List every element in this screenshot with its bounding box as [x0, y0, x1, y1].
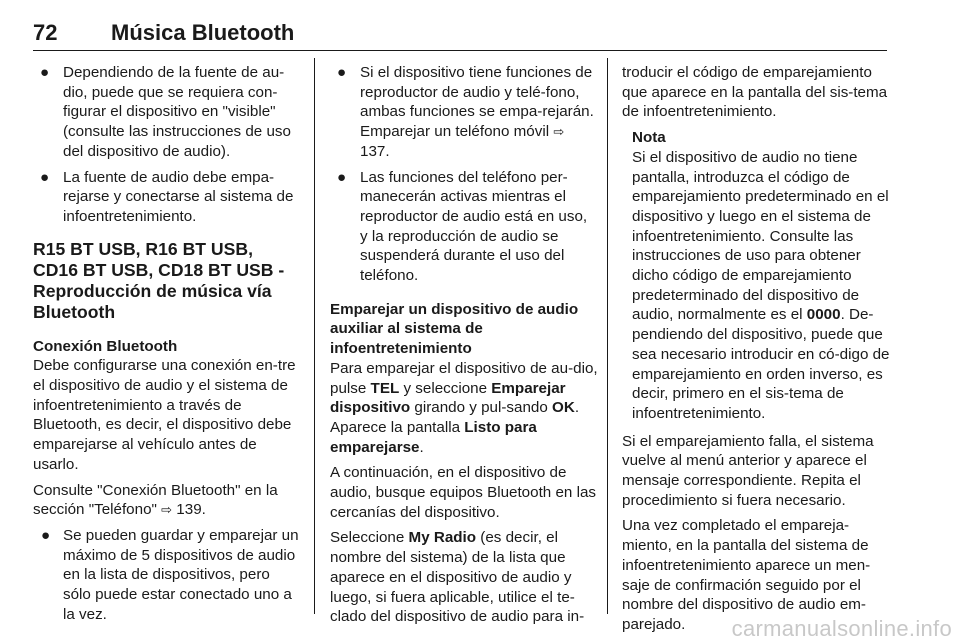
text-run: . [419, 438, 424, 456]
paragraph: troducir el código de emparejamiento que aparece en la pantalla del sis-tema de infoentretenimiento. [622, 64, 888, 121]
column-1 [33, 63, 301, 630]
bullet-text: Las funciones del teléfono per-manecerán activas mientras el reproductor de audio está en uso, y la reproducción de audio se suspenderá durante el uso del teléfono. [360, 168, 588, 285]
text-run: . Aparece la pantalla [330, 399, 580, 436]
bullet-text: Dependiendo de la fuente de au-dio, puede que se requiera con-figurar el dispositivo en "visible" (consulte las instrucciones de uso del dispositivo de audio). [63, 64, 291, 160]
page-header [33, 20, 887, 52]
page-number: 72 [33, 20, 58, 45]
screen-label: Listo para emparejarse [330, 418, 537, 456]
text-run: y seleccione [403, 379, 488, 397]
column-2 [330, 63, 598, 633]
bullet-text: Si el dispositivo tiene funciones de reproductor de audio y telé-fono, ambas funciones se empa-rejarán. Emparejar un teléfono móvil [360, 64, 594, 141]
bullet-icon: ● [337, 168, 347, 186]
bullet-text: Se pueden guardar y emparejar un máximo de 5 dispositivos de audio en la lista de dispositivos, pero sólo puede estar conectado uno a la vez. [63, 526, 299, 623]
text-run: Si el dispositivo de audio no tiene pantalla, introduzca el código de emparejamiento predeterminado en el dispositivo y luego en el sistema de infoentretenimiento. Consulte las instrucciones de uso para obtener dicho código de emparejamiento predeterminado del dispositivo de audio, normalmente es el [632, 148, 889, 324]
bullet-icon: ● [337, 64, 347, 81]
paragraph [330, 359, 598, 458]
bullet-icon: ● [40, 168, 50, 186]
page-ref-icon[interactable]: ⇨ [161, 502, 173, 518]
page-title: Música Bluetooth [111, 20, 295, 45]
key-label: TEL [370, 379, 400, 397]
system-name: My Radio [408, 529, 477, 547]
paragraph: A continuación, en el dispositivo de audio, busque equipos Bluetooth en las cercanías del dispositivo. [330, 464, 596, 521]
page-ref-icon[interactable]: ⇨ [553, 124, 565, 140]
section-heading: R15 BT USB, R16 BT USB, CD16 BT USB, CD18 BT USB - Reproducción de música vía Bluetooth [33, 238, 285, 322]
paragraph [330, 528, 598, 627]
paragraph [33, 481, 301, 520]
list-item [33, 63, 301, 162]
column-divider [607, 58, 608, 614]
bullet-icon: ● [41, 526, 51, 544]
column-3 [622, 63, 890, 641]
paragraph: Debe configurarse una conexión en-tre el dispositivo de audio y el sistema de infoentretenimiento a través de Bluetooth, es decir, el dispositivo debe emparejarse al vehículo antes de usarlo. [33, 357, 296, 473]
key-label: OK [552, 399, 575, 417]
default-code: 0000 [806, 306, 841, 324]
text-run: (es decir, el nombre del sistema) de la lista que aparece en el dispositivo de audio y luego, si fuera aplicable, utilice el te-clado del dispositivo de audio para in- [330, 529, 585, 626]
note-title: Nota [632, 129, 666, 147]
column-divider [314, 58, 315, 614]
bullet-icon: ● [40, 64, 50, 81]
page-ref[interactable]: 137. [360, 142, 390, 160]
text-run: girando y pul-sando [414, 399, 548, 417]
list-item [33, 168, 301, 227]
ref-text: Consulte "Conexión Bluetooth" en la sección "Teléfono" [33, 481, 278, 519]
list-item [330, 63, 598, 162]
watermark: carmanualsonline.info [731, 616, 952, 641]
header-rule [33, 50, 887, 51]
list-item [33, 526, 301, 625]
menu-label: Emparejar dispositivo [330, 379, 566, 417]
page-ref[interactable]: 139. [176, 501, 206, 519]
note-box [622, 128, 890, 424]
bullet-text: La fuente de audio debe empa-rejarse y conectarse al sistema de infoentretenimiento. [63, 168, 294, 225]
list-item [330, 168, 598, 286]
text-run: . De-pendiendo del dispositivo, puede que sea necesario introducir en có-digo de emparejamiento en orden inverso, es decir, primero en el sis-tema de infoentretenimiento. [632, 306, 890, 422]
text-run: Seleccione [330, 529, 405, 547]
subsection-heading: Conexión Bluetooth [33, 337, 178, 355]
paragraph: Una vez completado el empareja-miento, en la pantalla del sistema de infoentretenimiento aparece un men-saje de confirmación seguido por el nombre del dispositivo de audio em-parejado. [622, 517, 871, 633]
paragraph: Si el emparejamiento falla, el sistema vuelve al menú anterior y aparece el mensaje correspondiente. Repita el procedimiento si fuera necesario. [622, 432, 874, 509]
subsection-heading: Emparejar un dispositivo de audio auxiliar al sistema de infoentretenimiento [330, 300, 579, 358]
text-run: Para emparejar el dispositivo de au-dio, pulse [330, 359, 598, 397]
